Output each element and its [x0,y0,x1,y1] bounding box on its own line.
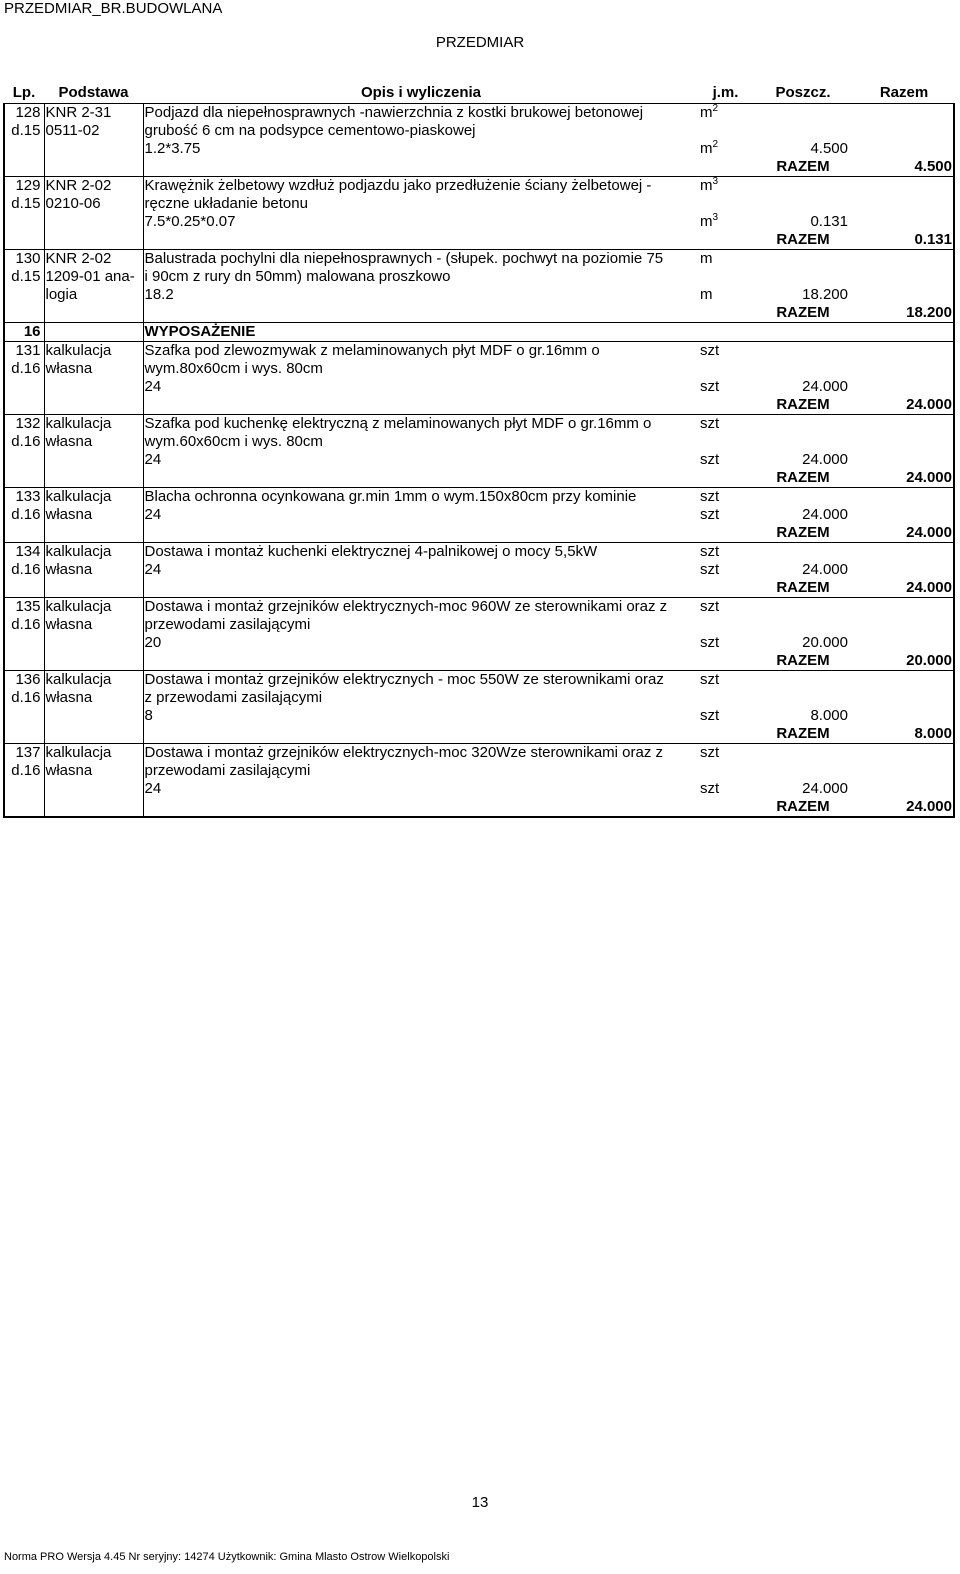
item-jm [699,250,752,287]
opis-line: i 90cm z rury dn 50mm) malowana proszkowo [144,268,451,285]
calc-value: 24 [144,451,162,468]
razem-row [4,798,954,817]
item-number: 136 [15,671,41,688]
item-opis [143,177,699,214]
calc-row [4,140,954,158]
calc-jm [699,213,752,231]
item-podstawa [44,177,143,250]
razem-row [4,231,954,250]
opis-line: Dostawa i montaż grzejników elektrycznych-moc 960W ze sterownikami oraz z [144,598,668,615]
section-title-text: WYPOSAŻENIE [144,323,256,340]
item-lp [4,744,44,818]
item-lp [4,488,44,543]
razem-label-text: RAZEM [776,158,830,175]
podstawa-line: własna [45,506,93,523]
item-podstawa [44,744,143,818]
unit-label: szt [700,598,720,615]
calc-jm [699,561,752,579]
calc-value: 8 [144,707,153,724]
opis-line: z przewodami zasilającymi [144,689,323,706]
item-row [4,598,954,635]
razem-amount: 24.000 [906,579,952,596]
razem-label [752,652,854,671]
calc-value: 24 [144,780,162,797]
razem-value [854,798,954,817]
item-lp [4,415,44,488]
calc-expression [143,286,699,304]
calc-jm [699,506,752,524]
calc-row [4,561,954,579]
poszcz-value: 4.500 [810,140,848,157]
unit-label: m [700,286,713,303]
col-header-lp: Lp. [4,82,44,104]
unit-label: szt [700,488,720,505]
razem-amount: 24.000 [906,469,952,486]
poszcz-value: 24.000 [802,780,848,797]
item-opis [143,342,699,379]
calc-row [4,451,954,469]
razem-row [4,652,954,671]
unit-exponent: 2 [712,139,719,150]
item-lp [4,177,44,250]
calc-value: 18.2 [144,286,174,303]
razem-row [4,158,954,177]
calc-jm [699,707,752,725]
unit-label: szt [700,415,720,432]
item-row [4,250,954,287]
item-opis [143,671,699,708]
item-podstawa [44,104,143,177]
item-lp [4,250,44,323]
col-header-jm: j.m. [699,82,752,104]
table-header-row [4,82,954,104]
podstawa-line: własna [45,616,93,633]
item-opis [143,250,699,287]
unit-label: m [700,177,713,194]
opis-line: wym.80x60cm i wys. 80cm [144,360,323,377]
calc-poszcz [752,378,854,396]
item-podstawa [44,488,143,543]
item-section-ref: d.15 [11,195,41,212]
item-opis [143,104,699,141]
item-number: 132 [15,415,41,432]
item-number: 128 [15,104,41,121]
item-jm [699,598,752,635]
item-section-ref: d.15 [11,268,41,285]
podstawa-line: logia [45,286,78,303]
footer-text: Norma PRO Wersja 4.45 Nr seryjny: 14274 Użytkownik: Gmina Mlasto Ostrow Wielkopolski [4,1551,450,1563]
razem-amount: 8.000 [914,725,952,742]
calc-row [4,634,954,652]
unit-label: m [700,213,713,230]
calc-poszcz [752,707,854,725]
podstawa-line: kalkulacja [45,342,112,359]
razem-label [752,231,854,250]
calc-jm [699,286,752,304]
razem-row [4,469,954,488]
item-lp [4,543,44,598]
opis-line: grubość 6 cm na podsypce cementowo-piaskowej [144,122,476,139]
item-lp [4,342,44,415]
item-opis [143,598,699,635]
item-number: 137 [15,744,41,761]
razem-amount: 24.000 [906,396,952,413]
item-number: 133 [15,488,41,505]
item-row [4,342,954,379]
razem-amount: 24.000 [906,798,952,815]
podstawa-line: własna [45,762,93,779]
opis-line: przewodami zasilającymi [144,762,311,779]
item-number: 130 [15,250,41,267]
podstawa-line: własna [45,433,93,450]
col-header-podstawa: Podstawa [44,82,143,104]
section-title [143,323,854,342]
item-podstawa [44,342,143,415]
poszcz-value: 24.000 [802,451,848,468]
calc-value: 7.5*0.25*0.07 [144,213,236,230]
podstawa-line: KNR 2-02 [45,250,112,267]
razem-row [4,579,954,598]
item-section-ref: d.16 [11,689,41,706]
podstawa-line: 1209-01 ana- [45,268,135,285]
item-jm [699,744,752,781]
calc-expression [143,378,699,396]
poszcz-value: 18.200 [802,286,848,303]
unit-label: m [700,140,713,157]
poszcz-value: 0.131 [810,213,848,230]
razem-label-text: RAZEM [776,652,830,669]
podstawa-line: kalkulacja [45,598,112,615]
unit-exponent: 3 [712,176,719,187]
razem-value [854,304,954,323]
item-podstawa [44,543,143,598]
podstawa-line: własna [45,360,93,377]
unit-label: szt [700,543,720,560]
podstawa-line: kalkulacja [45,488,112,505]
calc-expression [143,506,699,524]
item-number: 134 [15,543,41,560]
calc-jm [699,634,752,652]
unit-label: szt [700,561,720,578]
section-number-text: 16 [23,323,41,340]
item-opis [143,744,699,781]
item-jm [699,543,752,562]
razem-label [752,396,854,415]
col-header-poszcz: Poszcz. [752,82,854,104]
calc-expression [143,561,699,579]
item-jm [699,177,752,214]
item-podstawa [44,415,143,488]
calc-poszcz [752,780,854,798]
item-jm [699,104,752,141]
calc-expression [143,213,699,231]
item-section-ref: d.15 [11,122,41,139]
podstawa-line: KNR 2-31 [45,104,112,121]
razem-row [4,725,954,744]
razem-label [752,725,854,744]
calc-jm [699,451,752,469]
razem-amount: 24.000 [906,524,952,541]
col-header-opis: Opis i wyliczenia [143,82,699,104]
item-section-ref: d.16 [11,616,41,633]
item-lp [4,671,44,744]
razem-amount: 0.131 [914,231,952,248]
item-opis [143,415,699,452]
podstawa-line: 0511-02 [45,122,100,139]
item-lp [4,104,44,177]
opis-line: Dostawa i montaż grzejników elektrycznych-moc 320Wze sterownikami oraz z [144,744,664,761]
razem-label-text: RAZEM [776,396,830,413]
item-number: 129 [15,177,41,194]
item-row [4,177,954,214]
item-jm [699,342,752,379]
item-row [4,543,954,562]
opis-line: Szafka pod zlewozmywak z melaminowanych płyt MDF o gr.16mm o [144,342,600,359]
item-lp [4,598,44,671]
poszcz-value: 24.000 [802,378,848,395]
opis-line: wym.60x60cm i wys. 80cm [144,433,323,450]
podstawa-line: własna [45,561,93,578]
razem-value [854,469,954,488]
opis-line: Dostawa i montaż grzejników elektrycznych - moc 550W ze sterownikami oraz [144,671,664,688]
item-section-ref: d.16 [11,762,41,779]
item-section-ref: d.16 [11,433,41,450]
calc-row [4,213,954,231]
razem-label [752,798,854,817]
calc-jm [699,780,752,798]
item-opis [143,543,699,562]
opis-line: Balustrada pochylni dla niepełnosprawnych - (słupek. pochwyt na poziomie 75 [144,250,664,267]
razem-label-text: RAZEM [776,579,830,596]
calc-poszcz [752,506,854,524]
razem-row [4,304,954,323]
calc-jm [699,378,752,396]
unit-label: szt [700,634,720,651]
poszcz-value: 8.000 [810,707,848,724]
poszcz-value: 24.000 [802,506,848,523]
calc-poszcz [752,451,854,469]
document-title: PRZEDMIAR [435,34,525,51]
razem-label-text: RAZEM [776,231,830,248]
razem-value [854,396,954,415]
opis-line: Krawężnik żelbetowy wzdłuż podjazdu jako przedłużenie ściany żelbetowej - [144,177,652,194]
item-jm [699,671,752,708]
item-section-ref: d.16 [11,360,41,377]
unit-exponent: 2 [712,103,719,114]
unit-label: szt [700,451,720,468]
section-number [4,323,44,342]
razem-value [854,725,954,744]
calc-row [4,286,954,304]
razem-amount: 4.500 [914,158,952,175]
item-row [4,415,954,452]
calc-expression [143,451,699,469]
calc-poszcz [752,213,854,231]
opis-line: ręczne układanie betonu [144,195,308,212]
poszcz-value: 20.000 [802,634,848,651]
razem-label [752,469,854,488]
razem-label [752,579,854,598]
calc-row [4,707,954,725]
file-title: PRZEDMIAR_BR.BUDOWLANA [4,0,223,17]
unit-label: szt [700,506,720,523]
calc-value: 24 [144,378,162,395]
item-section-ref: d.16 [11,506,41,523]
calc-value: 24 [144,506,162,523]
razem-label-text: RAZEM [776,469,830,486]
unit-label: szt [700,780,720,797]
page-number: 13 [471,1494,489,1511]
opis-line: Blacha ochronna ocynkowana gr.min 1mm o wym.150x80cm przy kominie [144,488,637,505]
podstawa-line: kalkulacja [45,415,112,432]
item-podstawa [44,671,143,744]
razem-value [854,524,954,543]
unit-label: m [700,104,713,121]
unit-exponent: 3 [712,212,719,223]
col-header-razem: Razem [854,82,954,104]
razem-label-text: RAZEM [776,725,830,742]
item-jm [699,415,752,452]
unit-label: szt [700,342,720,359]
calc-value: 24 [144,561,162,578]
razem-value [854,579,954,598]
calc-expression [143,707,699,725]
unit-label: szt [700,744,720,761]
razem-value [854,231,954,250]
podstawa-line: własna [45,689,93,706]
opis-line: Podjazd dla niepełnosprawnych -nawierzchnia z kostki brukowej betonowej [144,104,644,121]
calc-expression [143,780,699,798]
poszcz-value: 24.000 [802,561,848,578]
calc-value: 20 [144,634,162,651]
section-row [4,323,954,342]
unit-label: szt [700,671,720,688]
calc-poszcz [752,634,854,652]
razem-row [4,396,954,415]
item-podstawa [44,598,143,671]
calc-poszcz [752,286,854,304]
item-number: 135 [15,598,41,615]
calc-row [4,780,954,798]
razem-label-text: RAZEM [776,524,830,541]
podstawa-line: KNR 2-02 [45,177,112,194]
calc-expression [143,140,699,158]
item-section-ref: d.16 [11,561,41,578]
calc-row [4,506,954,524]
razem-label [752,158,854,177]
item-jm [699,488,752,507]
table-body [4,104,954,818]
unit-label: szt [700,707,720,724]
opis-line: przewodami zasilającymi [144,616,311,633]
unit-label: szt [700,378,720,395]
calc-poszcz [752,140,854,158]
item-row [4,104,954,141]
calc-expression [143,634,699,652]
calc-poszcz [752,561,854,579]
item-opis [143,488,699,507]
opis-line: Dostawa i montaż kuchenki elektrycznej 4-palnikowej o mocy 5,5kW [144,543,598,560]
podstawa-line: kalkulacja [45,744,112,761]
item-row [4,488,954,507]
razem-label [752,304,854,323]
opis-line: Szafka pod kuchenkę elektryczną z melaminowanych płyt MDF o gr.16mm o [144,415,652,432]
przedmiar-table [3,82,955,818]
razem-row [4,524,954,543]
podstawa-line: kalkulacja [45,671,112,688]
razem-amount: 18.200 [906,304,952,321]
razem-amount: 20.000 [906,652,952,669]
podstawa-line: kalkulacja [45,543,112,560]
item-podstawa [44,250,143,323]
razem-label-text: RAZEM [776,304,830,321]
calc-jm [699,140,752,158]
podstawa-line: 0210-06 [45,195,101,212]
item-row [4,671,954,708]
razem-label-text: RAZEM [776,798,830,815]
unit-label: m [700,250,713,267]
item-number: 131 [15,342,41,359]
calc-row [4,378,954,396]
razem-label [752,524,854,543]
calc-value: 1.2*3.75 [144,140,201,157]
razem-value [854,652,954,671]
item-row [4,744,954,781]
razem-value [854,158,954,177]
